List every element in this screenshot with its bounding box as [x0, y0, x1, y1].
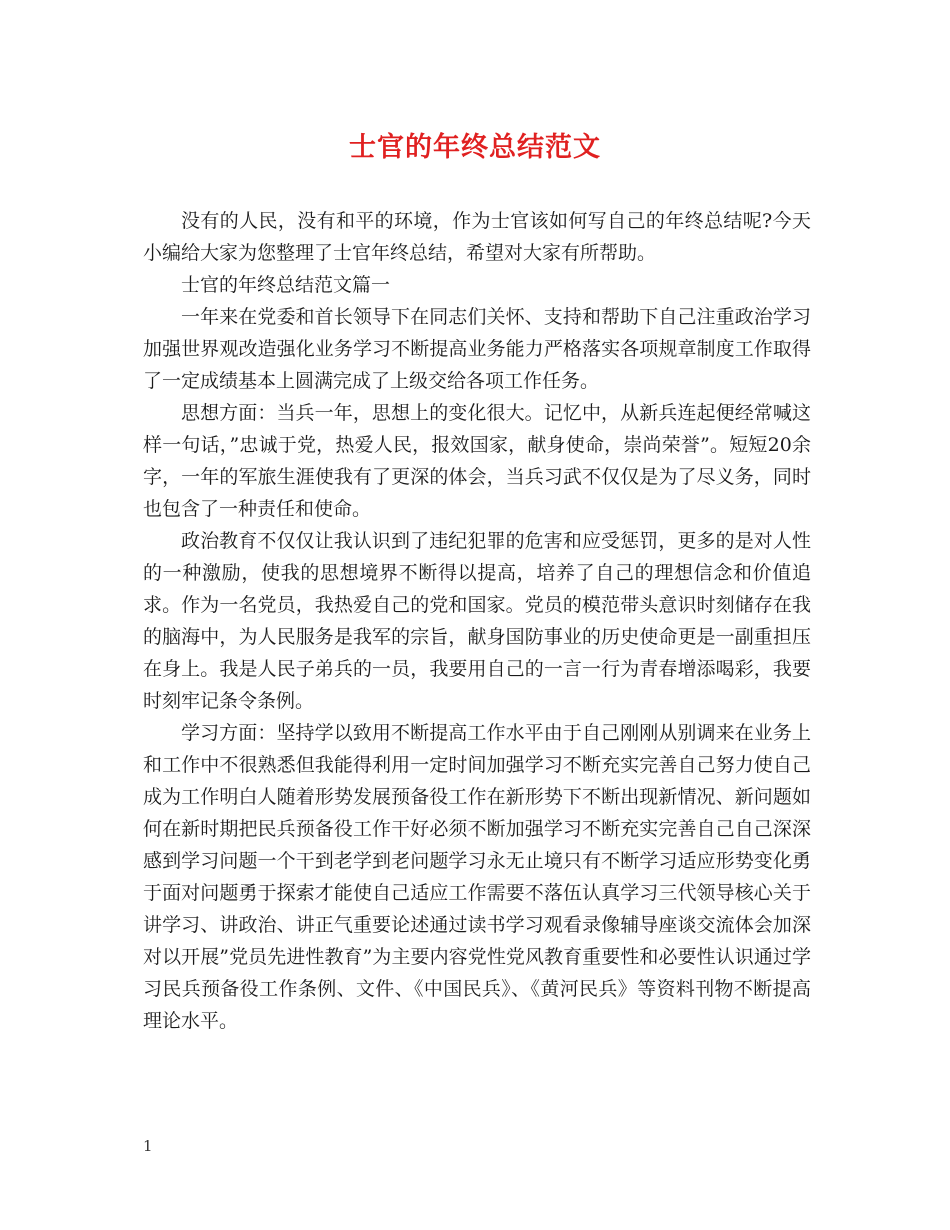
document-body [143, 205, 811, 1037]
body-paragraph: 政治教育不仅仅让我认识到了违纪犯罪的危害和应受惩罚，更多的是对人性的一种激励，使我的思想境界不断得以提高，培养了自己的理想信念和价值追求。作为一名党员，我热爱自己的党和国家。党员的模范带头意识时刻储存在我的脑海中，为人民服务是我军的宗旨，献身国防事业的历史使命更是一副重担压在身上。我是人民子弟兵的一员，我要用自己的一言一行为青春增添喝彩，我要时刻牢记条令条例。 [143, 530, 811, 712]
section-heading: 士官的年终总结范文篇一 [181, 274, 391, 296]
intro-paragraph: 没有的人民，没有和平的环境，作为士官该如何写自己的年终总结呢?今天小编给大家为您整理了士官年终总结，希望对大家有所帮助。 [143, 210, 811, 264]
body-paragraph: 思想方面：当兵一年，思想上的变化很大。记忆中，从新兵连起便经常喊这样一句话，”忠诚于党，热爱人民，报效国家，献身使命，崇尚荣誉”。短短20余字，一年的军旅生涯使我有了更深的体会，当兵习武不仅仅是为了尽义务，同时也包含了一种责任和使命。 [143, 402, 811, 520]
body-paragraph: 一年来在党委和首长领导下在同志们关怀、支持和帮助下自己注重政治学习加强世界观改造强化业务学习不断提高业务能力严格落实各项规章制度工作取得了一定成绩基本上圆满完成了上级交给各项工作任务。 [143, 306, 811, 392]
page-number: 1 [143, 1137, 153, 1155]
body-paragraph: 学习方面：坚持学以致用不断提高工作水平由于自己刚刚从别调来在业务上和工作中不很熟悉但我能得利用一定时间加强学习不断充实完善自己努力使自己成为工作明白人随着形势发展预备役工作在新形势下不断出现新情况、新问题如何在新时期把民兵预备役工作干好必须不断加强学习不断充实完善自己自己深深感到学习问题一个干到老学到老问题学习永无止境只有不断学习适应形势变化勇于面对问题勇于探索才能使自己适应工作需要不落伍认真学习三代领导核心关于讲学习、讲政治、讲正气重要论述通过读书学习观看录像辅导座谈交流体会加深对以开展”党员先进性教育”为主要内容党性党风教育重要性和必要性认识通过学习民兵预备役工作条例、文件、《中国民兵》、《黄河民兵》等资料刊物不断提高理论水平。 [143, 722, 811, 1032]
document-title: 士官的年终总结范文 [349, 132, 601, 163]
